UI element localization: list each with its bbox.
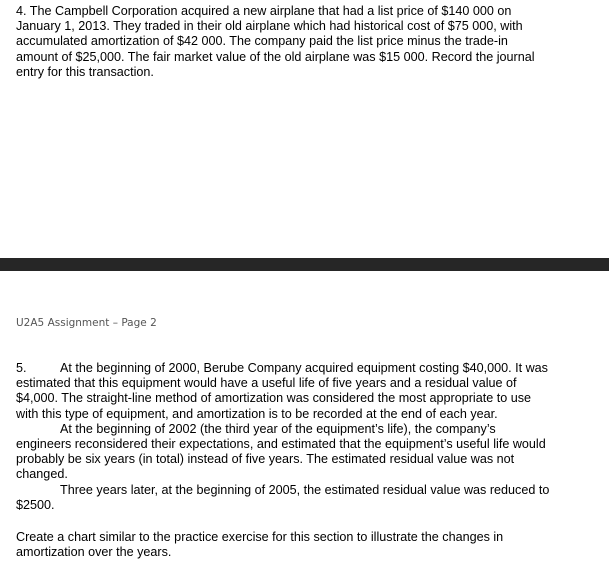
question-5-line: estimated that this equipment would have a useful life of five years and a residual value of — [16, 376, 517, 391]
question-5-instruction-line: Create a chart similar to the practice exercise for this section to illustrate the changes in — [16, 530, 504, 544]
question-5-line — [16, 361, 596, 376]
question-4-line: accumulated amortization of $42 000. The company paid the list price minus the trade-in — [16, 34, 508, 49]
question-5-first-line: At the beginning of 2000, Berube Company acquired equipment costing $40,000. It was — [60, 361, 548, 375]
question-5-line: probably be six years (in total) instead of five years. The estimated residual value was not — [16, 452, 515, 467]
page-footer-label: U2A5 Assignment – Page 2 — [16, 317, 157, 329]
question-4-line: 4. The Campbell Corporation acquired a new airplane that had a list price of $140 000 on — [16, 4, 512, 18]
question-5-line: with this type of equipment, and amortization is to be recorded at the end of each year. — [16, 406, 498, 421]
question-4-line: amount of $25,000. The fair market value of the old airplane was $15 000. Record the journal — [16, 49, 535, 64]
question-4-text — [16, 4, 596, 80]
question-5-text — [16, 361, 596, 513]
page-break-bar — [0, 258, 609, 271]
question-5-line: engineers reconsidered their expectations, and estimated that the equipment’s useful life would — [16, 437, 546, 452]
question-4-line: January 1, 2013. They traded in their old airplane which had historical cost of $75 000, with — [16, 19, 523, 34]
question-5-line: changed. — [16, 467, 68, 482]
question-5-line: $2500. — [16, 497, 55, 512]
question-5-line: At the beginning of 2002 (the third year of the equipment’s life), the company’s — [60, 421, 496, 436]
question-5-line: Three years later, at the beginning of 2005, the estimated residual value was reduced to — [60, 482, 550, 497]
question-5-line: $4,000. The straight-line method of amortization was considered the most appropriate to use — [16, 391, 532, 406]
question-5-instruction — [16, 530, 596, 560]
question-4-line: entry for this transaction. — [16, 64, 154, 79]
question-5-instruction-line: amortization over the years. — [16, 545, 172, 560]
question-5-number: 5. — [16, 361, 27, 375]
